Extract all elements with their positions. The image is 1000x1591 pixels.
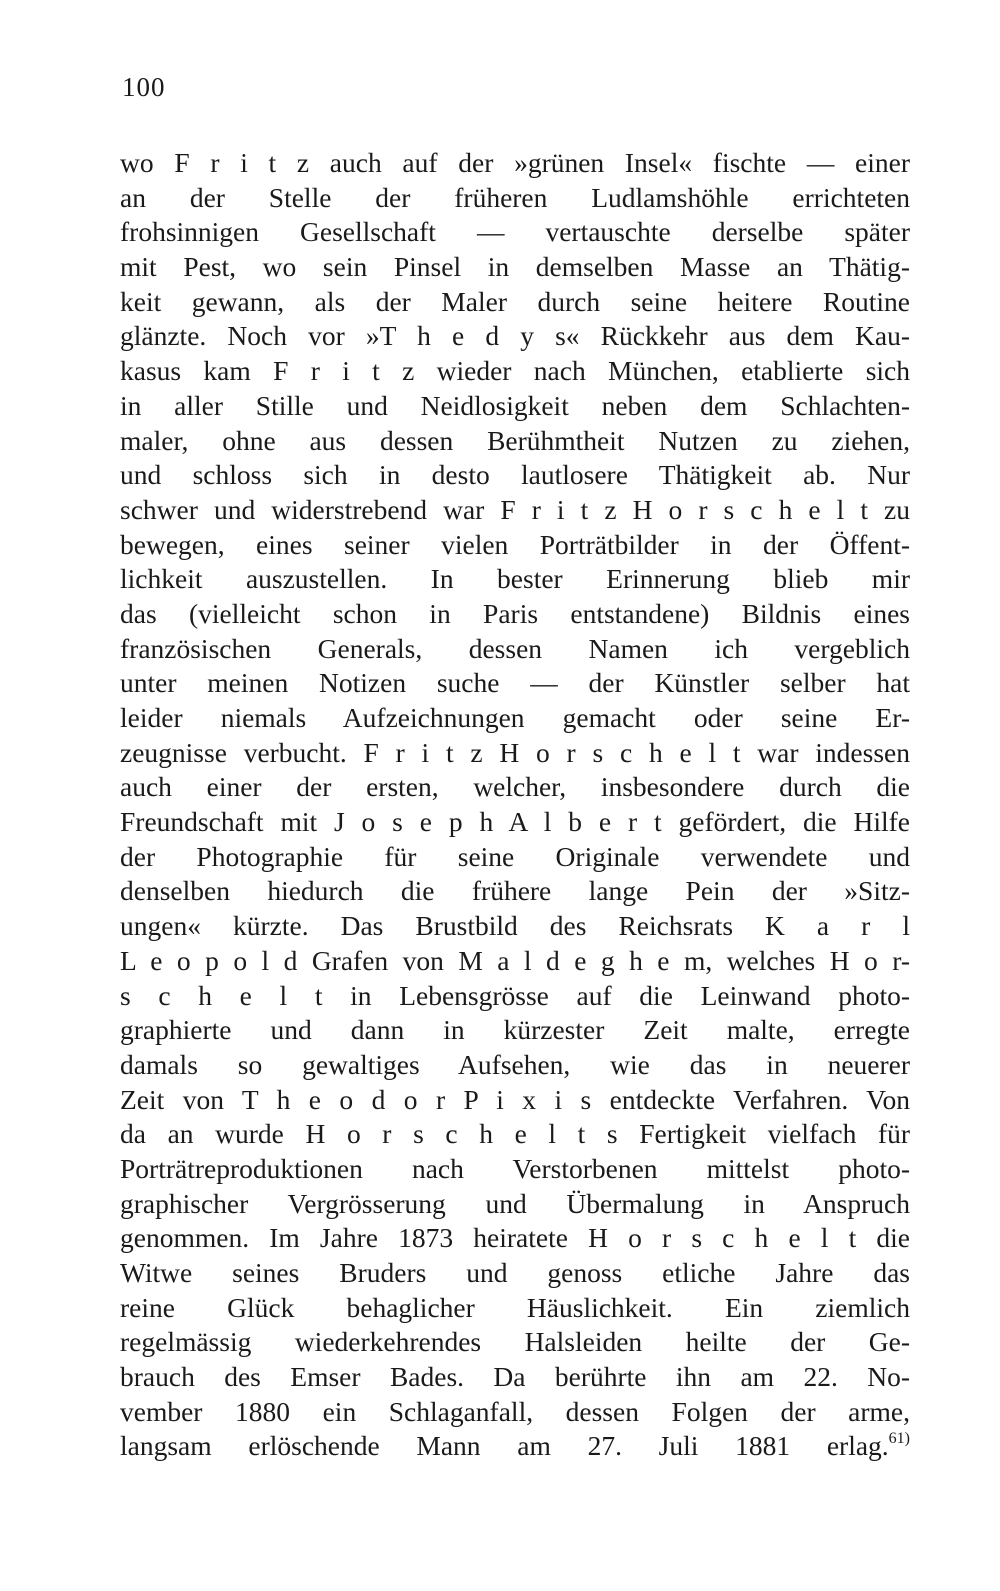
- text-line: glänzte. Noch vor »T h e d y s« Rückkehr aus dem Kau-: [120, 320, 910, 352]
- text-line: frohsinnigen Gesellschaft — vertauschte derselbe später: [120, 216, 910, 248]
- text-line: s c h e l t in Lebensgrösse auf die Leinwand photo-: [120, 979, 910, 1011]
- text-line: der Photographie für seine Originale verwendete und: [120, 840, 910, 872]
- text-line: graphierte und dann in kürzester Zeit malte, erregte: [120, 1014, 910, 1046]
- text-line: leider niemals Aufzeichnungen gemacht oder seine Er-: [120, 702, 910, 733]
- text-line: und schloss sich in desto lautlosere Thätigkeit ab. Nur: [120, 459, 910, 491]
- text-line: genommen. Im Jahre 1873 heiratete H o r s c h e l t die: [120, 1222, 910, 1254]
- text-line: damals so gewaltiges Aufsehen, wie das in neuerer: [120, 1048, 910, 1080]
- text-line: in aller Stille und Neidlosigkeit neben dem Schlachten-: [120, 389, 910, 421]
- text-line: das (vielleicht schon in Paris entstandene) Bildnis eines: [120, 597, 910, 629]
- text-line: mit Pest, wo sein Pinsel in demselben Masse an Thätig-: [120, 251, 910, 283]
- page-number: 100: [122, 72, 166, 102]
- body-text: [120, 146, 910, 1464]
- text-line: unter meinen Notizen suche — der Künstler selber hat: [120, 667, 910, 699]
- text-line: schwer und widerstrebend war F r i t z H o r s c h e l t zu: [120, 493, 910, 525]
- text-line: auch einer der ersten, welcher, insbesondere durch die: [120, 771, 910, 803]
- text-line: Zeit von T h e o d o r P i x i s entdeckte Verfahren. Von: [120, 1083, 910, 1115]
- text-line: maler, ohne aus dessen Berühmtheit Nutzen zu ziehen,: [120, 424, 910, 456]
- text-line: denselben hiedurch die frühere lange Pein der »Sitz-: [120, 875, 910, 907]
- text-line: französischen Generals, dessen Namen ich vergeblich: [120, 632, 910, 664]
- text-line: Freundschaft mit J o s e p h A l b e r t gefördert, die Hilfe: [120, 806, 910, 838]
- text-line: kasus kam F r i t z wieder nach München, etablierte sich: [120, 355, 910, 387]
- text-line: an der Stelle der früheren Ludlamshöhle errichteten: [120, 181, 910, 213]
- text-line-last: [120, 1429, 910, 1464]
- text-line: wo F r i t z auch auf der »grünen Insel« fischte — einer: [120, 147, 910, 178]
- text-line: reine Glück behaglicher Häuslichkeit. Ein ziemlich: [120, 1291, 910, 1323]
- text-line: bewegen, eines seiner vielen Porträtbilder in der Öffent-: [120, 528, 910, 560]
- footnote-reference[interactable]: 61): [888, 1430, 910, 1448]
- text-line: ungen« kürzte. Das Brustbild des Reichsrats K a r l: [120, 910, 910, 942]
- text-line: brauch des Emser Bades. Da berührte ihn am 22. No-: [120, 1361, 910, 1393]
- text-line: Porträtreproduktionen nach Verstorbenen mittelst photo-: [120, 1152, 910, 1184]
- text-line: keit gewann, als der Maler durch seine heitere Routine: [120, 285, 910, 317]
- text-line: zeugnisse verbucht. F r i t z H o r s c h e l t war indessen: [120, 736, 910, 768]
- text-line: vember 1880 ein Schlaganfall, dessen Folgen der arme,: [120, 1395, 910, 1427]
- text-line: da an wurde H o r s c h e l t s Fertigkeit vielfach für: [120, 1118, 910, 1150]
- text-line: L e o p o l d Grafen von M a l d e g h e m, welches H o r-: [120, 944, 910, 976]
- last-line-text: langsam erlöschende Mann am 27. Juli 1881 erlag.: [120, 1430, 889, 1462]
- text-line: graphischer Vergrösserung und Übermalung in Anspruch: [120, 1187, 910, 1219]
- text-line: regelmässig wiederkehrendes Halsleiden heilte der Ge-: [120, 1326, 910, 1358]
- text-line: Witwe seines Bruders und genoss etliche Jahre das: [120, 1257, 910, 1288]
- text-line: lichkeit auszustellen. In bester Erinnerung blieb mir: [120, 563, 910, 595]
